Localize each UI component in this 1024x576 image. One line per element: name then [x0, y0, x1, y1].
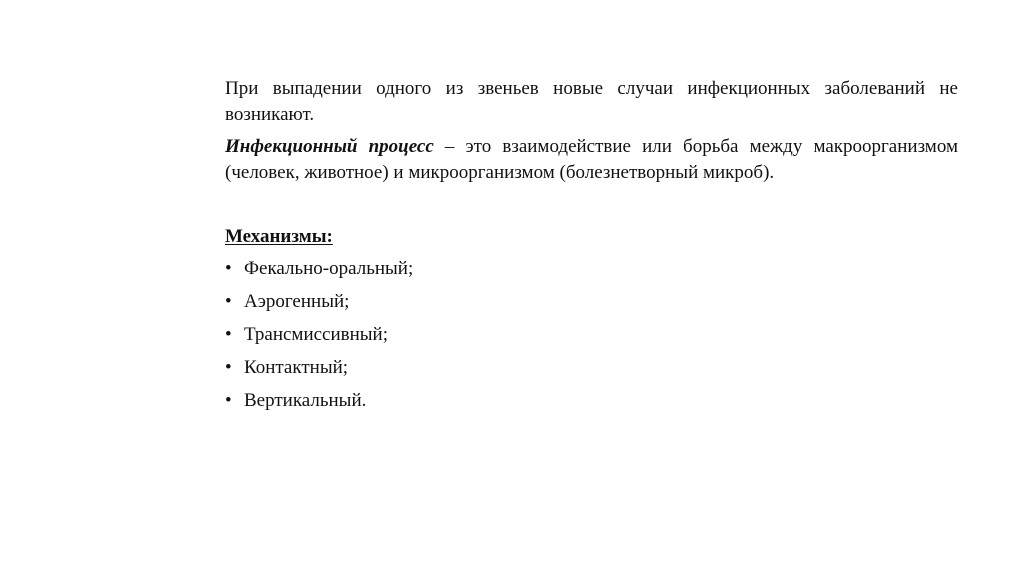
slide-content: [225, 76, 958, 421]
list-item: [225, 388, 958, 414]
bullet-icon: •: [225, 324, 232, 345]
list-item: [225, 322, 958, 348]
bullet-icon: •: [225, 390, 232, 411]
paragraph-definition: [225, 134, 958, 186]
mechanisms-heading: Механизмы:: [225, 226, 333, 247]
list-item: [225, 355, 958, 381]
bullet-icon: •: [225, 291, 232, 312]
list-item-label: Контактный;: [244, 357, 349, 378]
definition-term: Инфекционный процесс: [225, 136, 434, 157]
mechanisms-list: [225, 256, 958, 414]
list-item: [225, 289, 958, 315]
paragraph-chain-break: При выпадении одного из звеньев новые случаи инфекционных заболеваний не возникают.: [225, 78, 958, 125]
list-item: [225, 256, 958, 282]
list-item-label: Фекально-оральный;: [244, 258, 414, 279]
list-item-label: Трансмиссивный;: [244, 324, 388, 345]
bullet-icon: •: [225, 357, 232, 378]
bullet-icon: •: [225, 258, 232, 279]
list-item-label: Аэрогенный;: [244, 291, 350, 312]
definition-text: – это взаимодействие или борьба между макроорганизмом (человек, животное) и микроорганизмом (болезнетворный микроб).: [225, 136, 958, 183]
list-item-label: Вертикальный.: [244, 390, 367, 411]
